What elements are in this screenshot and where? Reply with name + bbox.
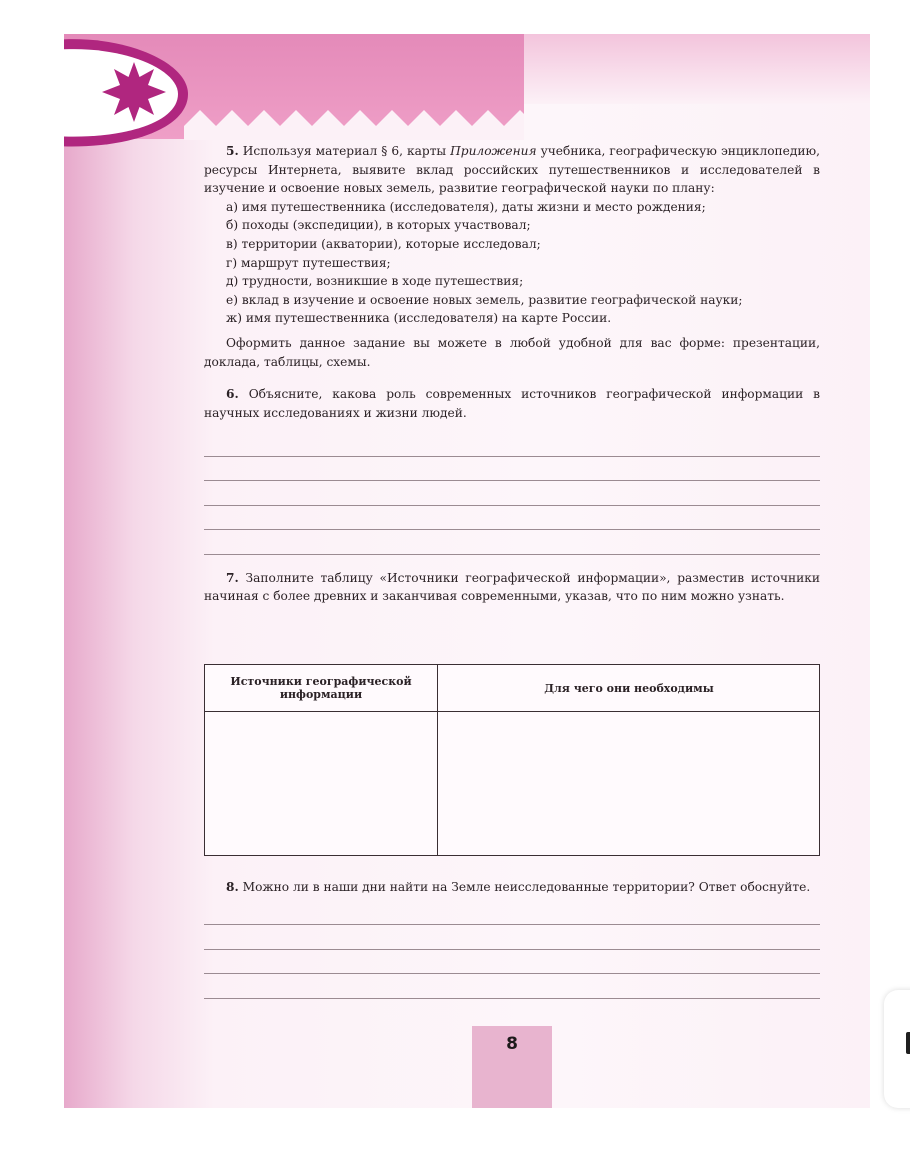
q6-text: 6. Объясните, какова роль современных источников географической информации в научных исследованиях и жизни людей. [204, 387, 821, 420]
q5-item-g: г) маршрут путешествия; [226, 255, 391, 270]
q5-item-zh: ж) имя путешественника (исследователя) на карте России. [226, 311, 612, 326]
exercise-content [204, 142, 820, 606]
sources-table [204, 664, 820, 856]
q8-text: 8. Можно ли в наши дни найти на Земле неисследованные территории? Ответ обоснуйте. [226, 880, 811, 894]
answer-line[interactable] [204, 901, 820, 926]
star-emblem-icon [64, 34, 194, 152]
answer-line[interactable] [204, 530, 820, 555]
q5-item-b: б) походы (экспедиции), в которых участвовал; [226, 218, 531, 233]
answer-line[interactable] [204, 432, 820, 457]
answer-line[interactable] [204, 925, 820, 950]
workbook-page [64, 34, 870, 1108]
q7-text: 7. Заполните таблицу «Источники географической информации», разместив источники начиная с более древних и заканчивая современными, указав, что по ним можно узнать. [204, 570, 821, 604]
table-header-sources: Источники географической информации [230, 675, 412, 701]
q5-item-e: е) вклад в изучение и освоение новых земель, развитие географической науки; [226, 292, 743, 307]
q5-item-v: в) территории (акватории), которые исследовал; [226, 236, 541, 251]
side-widget-handle [906, 1032, 910, 1054]
header-right-band [524, 34, 870, 104]
q5-item-a: а) имя путешественника (исследователя), даты жизни и место рождения; [226, 199, 706, 214]
table-header-purpose: Для чего они необходимы [544, 682, 714, 695]
answer-line[interactable] [204, 457, 820, 482]
answer-line[interactable] [204, 506, 820, 531]
q5-item-d: д) трудности, возникшие в ходе путешествия; [226, 274, 524, 289]
q5-intro: 5. Используя материал § 6, карты Приложения учебника, географическую энциклопедию, ресурсы Интернета, выявите вклад российских путешественников и исследователей в изучение и освоение новых земель, развитие географической науки по плану: [204, 144, 820, 196]
q8-answer-lines [204, 901, 820, 999]
answer-line[interactable] [204, 950, 820, 975]
answer-line[interactable] [204, 974, 820, 999]
q5-note: Оформить данное задание вы можете в любой удобной для вас форме: презентации, доклада, таблицы, схемы. [204, 335, 820, 369]
q6-answer-lines [204, 432, 820, 555]
page-number: 8 [506, 1034, 518, 1054]
header-zigzag-edge [184, 106, 524, 140]
answer-line[interactable] [204, 481, 820, 506]
q8-block [204, 878, 820, 999]
